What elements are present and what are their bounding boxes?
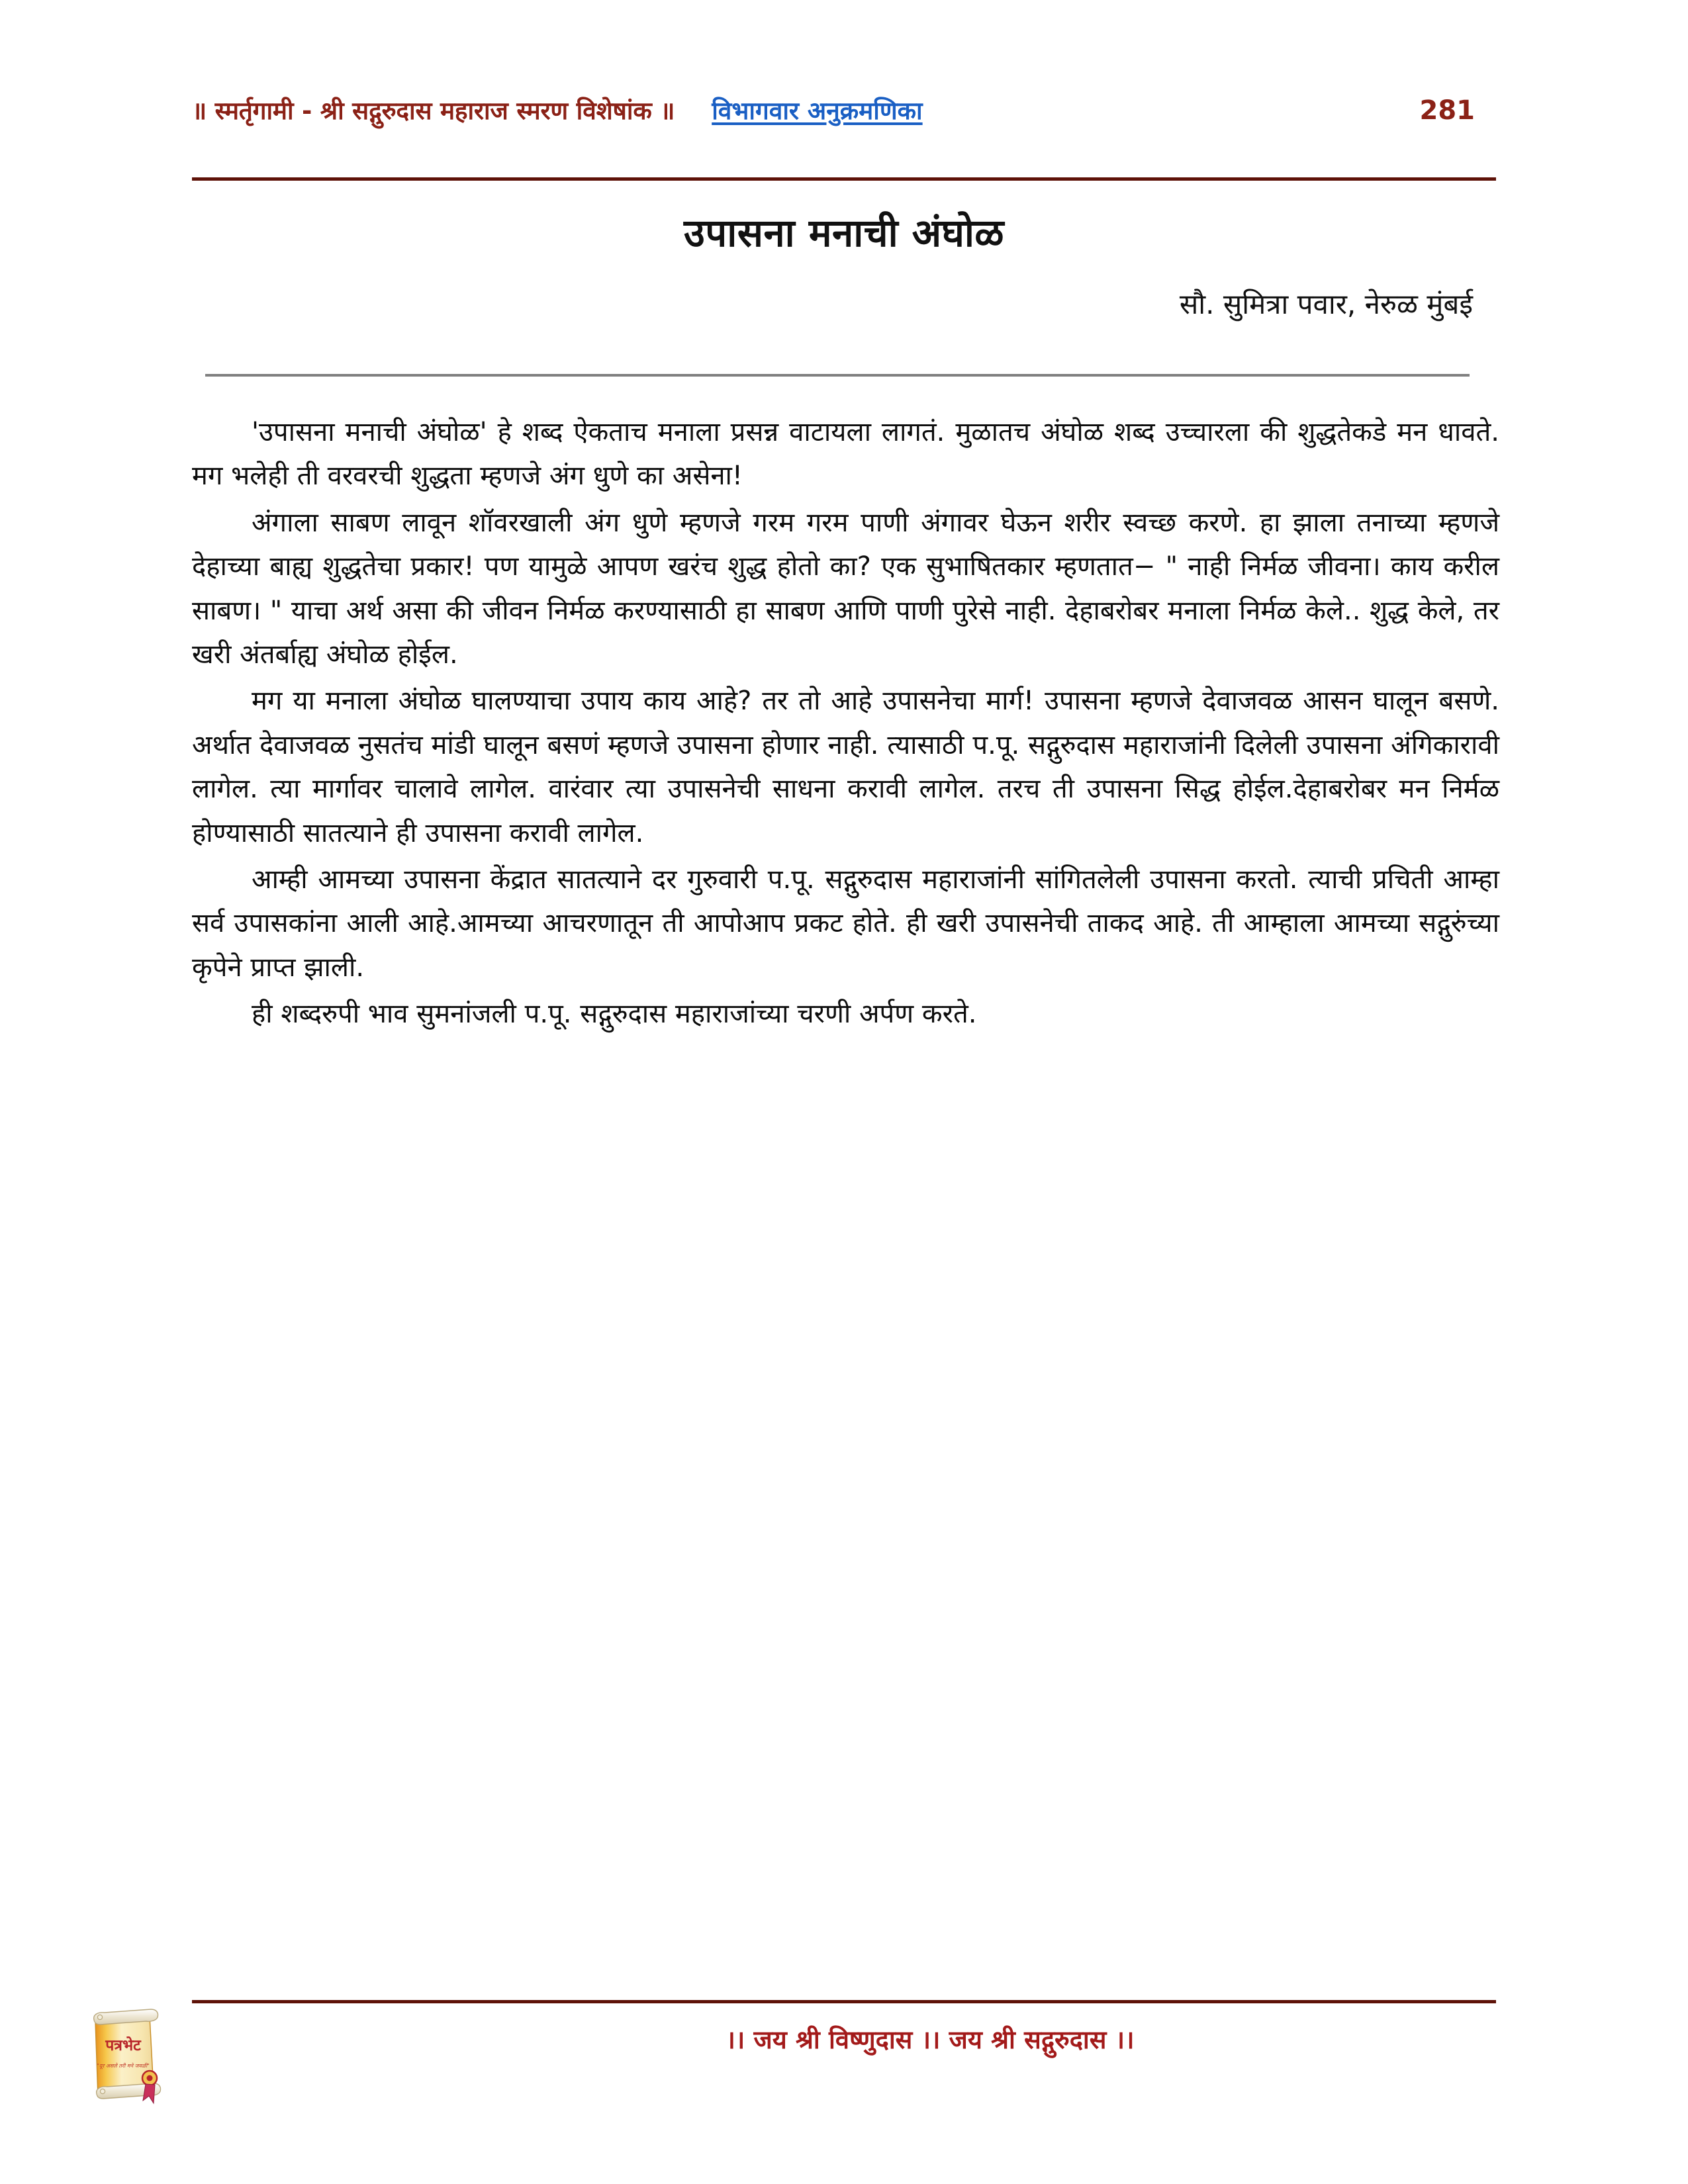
article-paragraph: मग या मनाला अंघोळ घालण्याचा उपाय काय आहे? तर तो आहे उपासनेचा मार्ग! उपासना म्हणजे देवाजवळ आसन घालून बसणे. अर्थात देवाजवळ नुसतंच मांडी घालून बसणं म्हणजे उपासना होणार नाही. त्यासाठी प.पू. सद्गुरुदास महाराजांनी दिलेली उपासना अंगिकारावी लागेल. त्या मार्गावर चालावे लागेल. वारंवार त्या उपासनेची साधना करावी लागेल. तरच ती उपासना सिद्ध होईल.देहाबरोबर मन निर्मळ होण्यासाठी सातत्याने ही उपासना करावी लागेल.: [192, 686, 1499, 848]
article-title: उपासना मनाची अंघोळ: [684, 210, 1004, 255]
header-divider-rule: [192, 177, 1496, 181]
header-index-link[interactable]: विभागवार अनुक्रमणिका: [712, 97, 923, 125]
header-publication-title: ॥ स्मर्तृगामी - श्री सद्गुरुदास महाराज स्मरण विशेषांक ॥: [192, 97, 675, 125]
patrabhet-scroll-logo: [81, 2007, 165, 2106]
article-paragraph: अंगाला साबण लावून शॉवरखाली अंग धुणे म्हणजे गरम गरम पाणी अंगावर घेऊन शरीर स्वच्छ करणे. हा झाला तनाच्या म्हणजे देहाच्या बाह्य शुद्धतेचा प्रकार! पण यामुळे आपण खरंच शुद्ध होतो का? एक सुभाषितकार म्हणतात− " नाही निर्मळ जीवना। काय करील साबण। " याचा अर्थ असा की जीवन निर्मळ करण्यासाठी हा साबण आणि पाणी पुरेसे नाही. देहाबरोबर मनाला निर्मळ केले.. शुद्ध केले, तर खरी अंतर्बाह्य अंघोळ होईल.: [192, 507, 1499, 670]
article-paragraph: आम्ही आमच्या उपासना केंद्रात सातत्याने दर गुरुवारी प.पू. सद्गुरुदास महाराजांनी सांगितलेली उपासना करतो. त्याची प्रचिती आम्हा सर्व उपासकांना आली आहे.आमच्या आचरणातून ती आपोआप प्रकट होते. ही खरी उपासनेची ताकद आहे. ती आम्हाला आमच्या सद्गुरुंच्या कृपेने प्राप्त झाली.: [192, 864, 1499, 983]
page-header: [192, 93, 1496, 146]
scroll-top-curl: [97, 2015, 102, 2019]
scroll-logo-title: पत्रभेट: [105, 2037, 141, 2054]
article-paragraph: ही शब्दरुपी भाव सुमनांजली प.पू. सद्गुरुदास महाराजांच्या चरणी अर्पण करते.: [252, 999, 977, 1030]
page-number: 281: [1419, 95, 1475, 126]
scroll-bottom-curl: [100, 2089, 105, 2093]
article-paragraph: 'उपासना मनाची अंघोळ' हे शब्द ऐकताच मनाला प्रसन्न वाटायला लागतं. मुळातच अंघोळ शब्द उच्चारला की शुद्धतेकडे मन धावते. मग भलेही ती वरवरची शुद्धता म्हणजे अंग धुणे का असेना!: [192, 417, 1499, 492]
title-divider-rule: [205, 374, 1470, 377]
footer-divider-rule: [192, 2000, 1496, 2003]
article-body: [192, 410, 1499, 1038]
scroll-logo-tagline: "दूर असले तरी मने जवळी": [97, 2063, 150, 2069]
seal-center: [147, 2075, 153, 2081]
footer-blessing-text: ।। जय श्री विष्णुदास ।। जय श्री सद्गुरुदास ।।: [726, 2025, 1135, 2054]
article-author-byline: सौ. सुमित्रा पवार, नेरुळ मुंबई: [1179, 288, 1473, 320]
